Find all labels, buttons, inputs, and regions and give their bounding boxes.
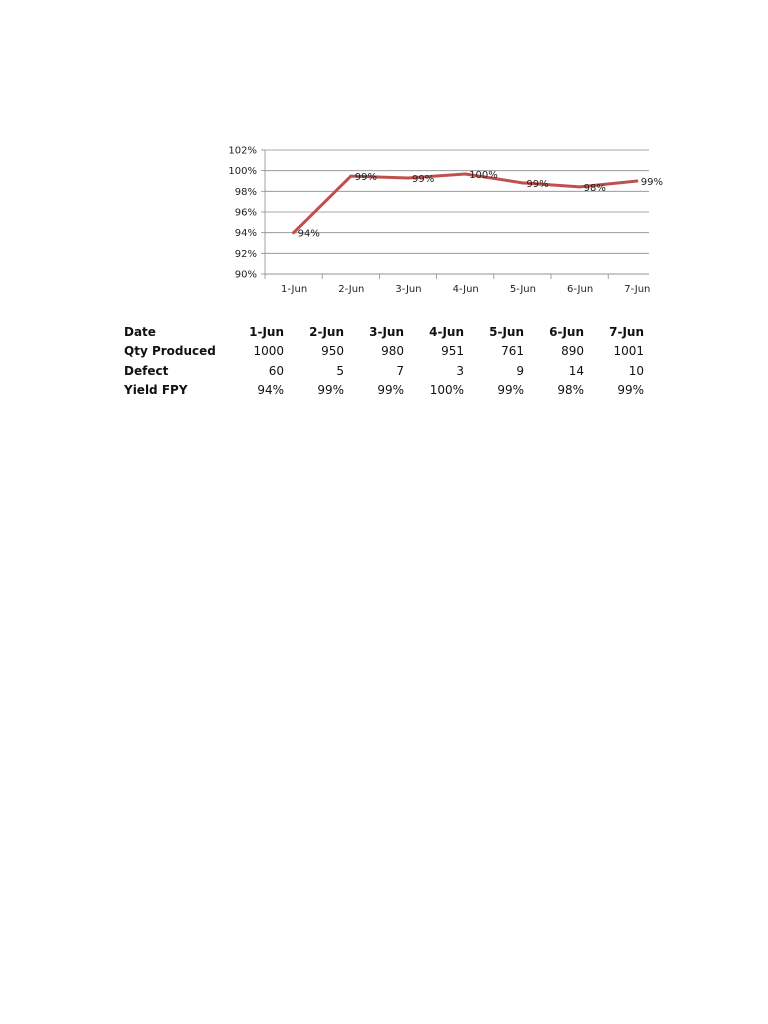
table-cell: 100% <box>429 383 464 398</box>
y-tick-label: 98% <box>234 186 257 198</box>
table-cell: 9 <box>516 363 524 378</box>
data-label: 99% <box>526 178 549 190</box>
x-tick-label: 3-Jun <box>395 284 422 295</box>
table-row-label: Yield FPY <box>124 383 188 398</box>
table-row-yield-fpy <box>124 381 644 401</box>
table-cell: 99% <box>377 383 404 398</box>
table-header-label: Date <box>124 324 156 339</box>
y-tick-labels <box>228 146 257 281</box>
table-row-label: Defect <box>124 363 169 378</box>
y-tick-label: 92% <box>234 248 257 260</box>
table-cell: 5 <box>336 363 344 378</box>
data-label: 99% <box>354 172 378 184</box>
table-cell: 3 <box>456 363 464 378</box>
table-header-cell: 5-Jun <box>489 324 524 339</box>
table-header-row <box>124 322 644 342</box>
data-label: 100% <box>469 169 498 181</box>
table-cell: 99% <box>497 383 524 398</box>
data-point <box>292 231 295 234</box>
table-cell: 7 <box>396 363 404 378</box>
table-header-cell: 3-Jun <box>369 324 404 339</box>
yield-line-chart <box>0 0 768 320</box>
table-row-label: Qty Produced <box>124 344 216 359</box>
table-header-cell: 7-Jun <box>609 324 644 339</box>
data-label: 99% <box>640 177 664 188</box>
y-tick-label: 96% <box>234 207 257 219</box>
table-row-defect <box>124 361 644 381</box>
data-point <box>464 172 467 175</box>
data-labels <box>298 170 663 240</box>
table-cell: 14 <box>568 363 584 378</box>
table-cell: 10 <box>628 363 644 378</box>
data-point <box>521 181 524 184</box>
table-cell: 99% <box>317 383 344 398</box>
table-header-cell: 1-Jun <box>249 324 284 339</box>
table-cell: 1000 <box>253 344 284 359</box>
table-cell: 1001 <box>613 344 644 359</box>
x-tick-labels <box>281 284 650 295</box>
x-tick-label: 4-Jun <box>452 284 479 295</box>
x-tick-label: 5-Jun <box>509 284 536 295</box>
data-point <box>635 180 638 183</box>
x-tick-label: 6-Jun <box>567 284 594 295</box>
table-cell: 761 <box>501 344 524 359</box>
x-tick-label: 7-Jun <box>624 284 651 295</box>
table-cell: 890 <box>561 344 584 359</box>
data-point <box>578 185 581 188</box>
y-tick-label: 102% <box>228 145 257 157</box>
y-tick-label: 90% <box>234 269 257 281</box>
production-data-table <box>124 322 644 400</box>
table-cell: 950 <box>321 344 344 359</box>
table-header-cell: 6-Jun <box>549 324 584 339</box>
y-tick-label: 100% <box>228 166 257 178</box>
data-label: 99% <box>412 174 435 186</box>
table-cell: 60 <box>268 363 284 378</box>
data-label: 98% <box>583 182 606 194</box>
data-label: 94% <box>297 228 320 240</box>
x-tick-label: 2-Jun <box>338 284 365 295</box>
table-cell: 99% <box>617 383 644 398</box>
chart-gridlines <box>265 150 649 274</box>
table-row-qty-produced <box>124 342 644 362</box>
table-header-cell: 2-Jun <box>309 324 344 339</box>
data-point <box>349 175 352 178</box>
table-header-cell: 4-Jun <box>429 324 464 339</box>
chart-axes <box>261 150 649 279</box>
table-cell: 94% <box>257 383 284 398</box>
table-cell: 98% <box>557 383 584 398</box>
data-point <box>407 177 410 180</box>
y-tick-label: 94% <box>234 228 257 240</box>
table-cell: 980 <box>381 344 404 359</box>
series-yield-fpy <box>292 169 638 234</box>
table-cell: 951 <box>441 344 464 359</box>
x-tick-label: 1-Jun <box>281 284 308 295</box>
